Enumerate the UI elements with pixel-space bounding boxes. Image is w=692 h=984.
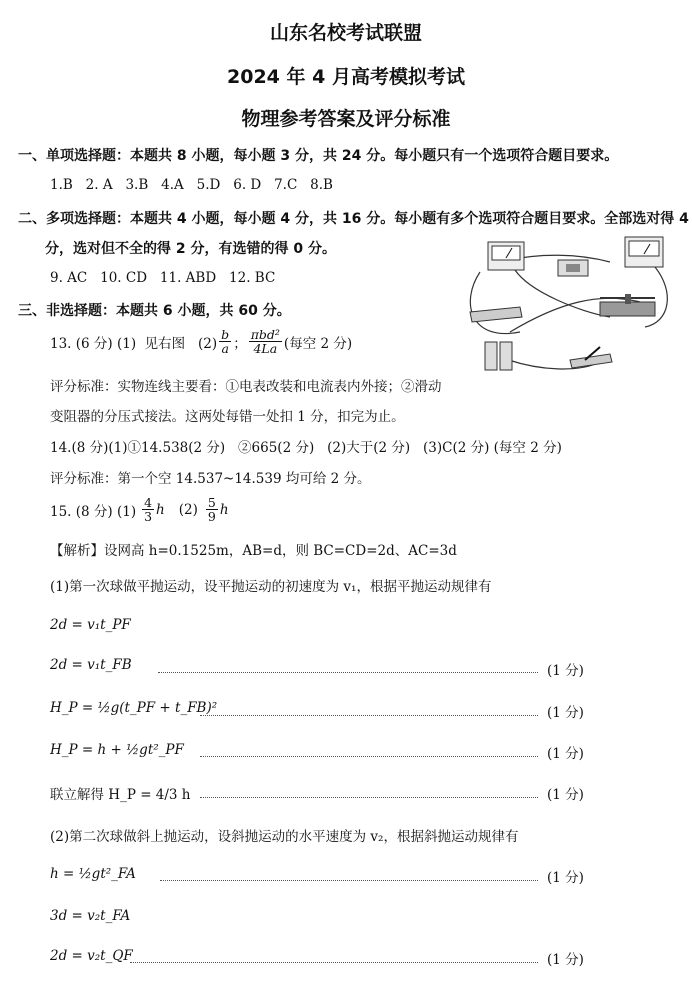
- wire-rail-icon: [470, 307, 522, 322]
- dotted-leader: [160, 880, 538, 881]
- q15-mid: (2): [178, 501, 198, 518]
- section3-heading: 三、非选择题：本题共 6 小题，共 60 分。: [18, 303, 291, 319]
- section2-answers: 9. AC 10. CD 11. ABD 12. BC: [50, 270, 276, 286]
- circuit-diagram-figure: [460, 232, 675, 382]
- q14-answer: 14.(8 分)(1)①14.538(2 分) ②665(2 分) (2)大于(2 分) (3)C(2 分) (每空 2 分): [50, 440, 562, 456]
- q13-grading-line1: 评分标准：实物连线主要看：①电表改装和电流表内外接；②滑动: [50, 379, 442, 395]
- q13-grading-line2: 变阻器的分压式接法。这两处每错一处扣 1 分，扣完为止。: [50, 409, 405, 425]
- section1-answers: 1.B 2. A 3.B 4.A 5.D 6. D 7.C 8.B: [50, 177, 333, 193]
- q13-frac1-num: b: [221, 327, 230, 342]
- equation-8: 2d = v₂t_QF: [50, 948, 133, 964]
- q15-frac1-num: 4: [144, 495, 153, 510]
- q15-analysis: 【解析】设网高 h=0.1525m，AB=d，则 BC=CD=2d、AC=3d: [50, 543, 457, 559]
- dotted-leader: [200, 797, 538, 798]
- title-school-alliance: 山东名校考试联盟: [269, 22, 422, 44]
- q15-fraction-5-9: [206, 496, 218, 523]
- q14-grading: 评分标准：第一个空 14.537~14.539 均可给 2 分。: [50, 471, 371, 487]
- dotted-leader: [130, 962, 538, 963]
- q13-sep: ；: [233, 335, 247, 352]
- q13-frac1-den: a: [221, 341, 229, 357]
- section1-heading: 一、单项选择题：本题共 8 小题，每小题 3 分，共 24 分。每小题只有一个选项符合题目要求。: [18, 148, 619, 164]
- dotted-leader: [200, 715, 538, 716]
- q13-answer: [50, 328, 352, 355]
- dotted-leader: [200, 756, 538, 757]
- score-point: (1 分): [547, 663, 584, 679]
- title-exam: 2024 年 4 月高考模拟考试: [227, 66, 465, 88]
- q13-frac2-num: πbd²: [250, 327, 280, 342]
- q15-part1-intro: (1)第一次球做平抛运动，设平抛运动的初速度为 v₁，根据平抛运动规律有: [50, 579, 492, 595]
- equation-5: 联立解得 H_P = 4/3 h: [50, 787, 191, 803]
- score-point: (1 分): [547, 746, 584, 762]
- section2-heading-line2: 分，选对但不全的得 2 分，有选错的得 0 分。: [45, 241, 336, 257]
- score-point: (1 分): [547, 952, 584, 968]
- battery-icon: [485, 342, 512, 370]
- q15-fraction-4-3: [142, 496, 154, 523]
- q15-part2-intro: (2)第二次球做斜上抛运动，设斜抛运动的水平速度为 v₂，根据斜抛运动规律有: [50, 829, 519, 845]
- q15-frac1-den: 3: [144, 509, 153, 525]
- q15-frac2-den: 9: [207, 509, 216, 525]
- q15-frac2-num: 5: [207, 495, 216, 510]
- equation-3: H_P = ½g(t_PF + t_FB)²: [50, 700, 218, 716]
- q15-var2: h: [219, 501, 229, 518]
- resistor-icon: [558, 260, 588, 276]
- score-point: (1 分): [547, 787, 584, 803]
- q13-fraction-b-over-a: [219, 328, 231, 355]
- score-point: (1 分): [547, 870, 584, 886]
- q15-prefix: 15. (8 分) (1): [50, 503, 137, 520]
- equation-2: 2d = v₁t_FB: [50, 657, 132, 673]
- voltmeter-icon: [488, 242, 524, 270]
- dotted-leader: [158, 672, 538, 673]
- equation-1: 2d = v₁t_PF: [50, 617, 131, 633]
- title-answer-key: 物理参考答案及评分标准: [241, 108, 451, 130]
- q15-var1: h: [156, 501, 165, 518]
- equation-4: H_P = h + ½gt²_PF: [50, 742, 184, 758]
- q13-frac2-den: 4La: [253, 341, 278, 357]
- rheostat-icon: [600, 294, 655, 316]
- q15-answer: [50, 496, 229, 523]
- q13-suffix: (每空 2 分): [283, 335, 353, 352]
- switch-icon: [570, 347, 612, 368]
- equation-6: h = ½gt²_FA: [50, 866, 136, 882]
- ammeter-icon: [625, 237, 663, 267]
- q13-prefix: 13. (6 分) (1) 见右图 (2): [50, 335, 218, 352]
- q13-fraction-resistivity: [249, 328, 282, 355]
- section2-heading-line1: 二、多项选择题：本题共 4 小题，每小题 4 分，共 16 分。每小题有多个选项符合题目要求。全部选对得 4: [18, 211, 689, 227]
- score-point: (1 分): [547, 705, 584, 721]
- equation-7: 3d = v₂t_FA: [50, 908, 131, 924]
